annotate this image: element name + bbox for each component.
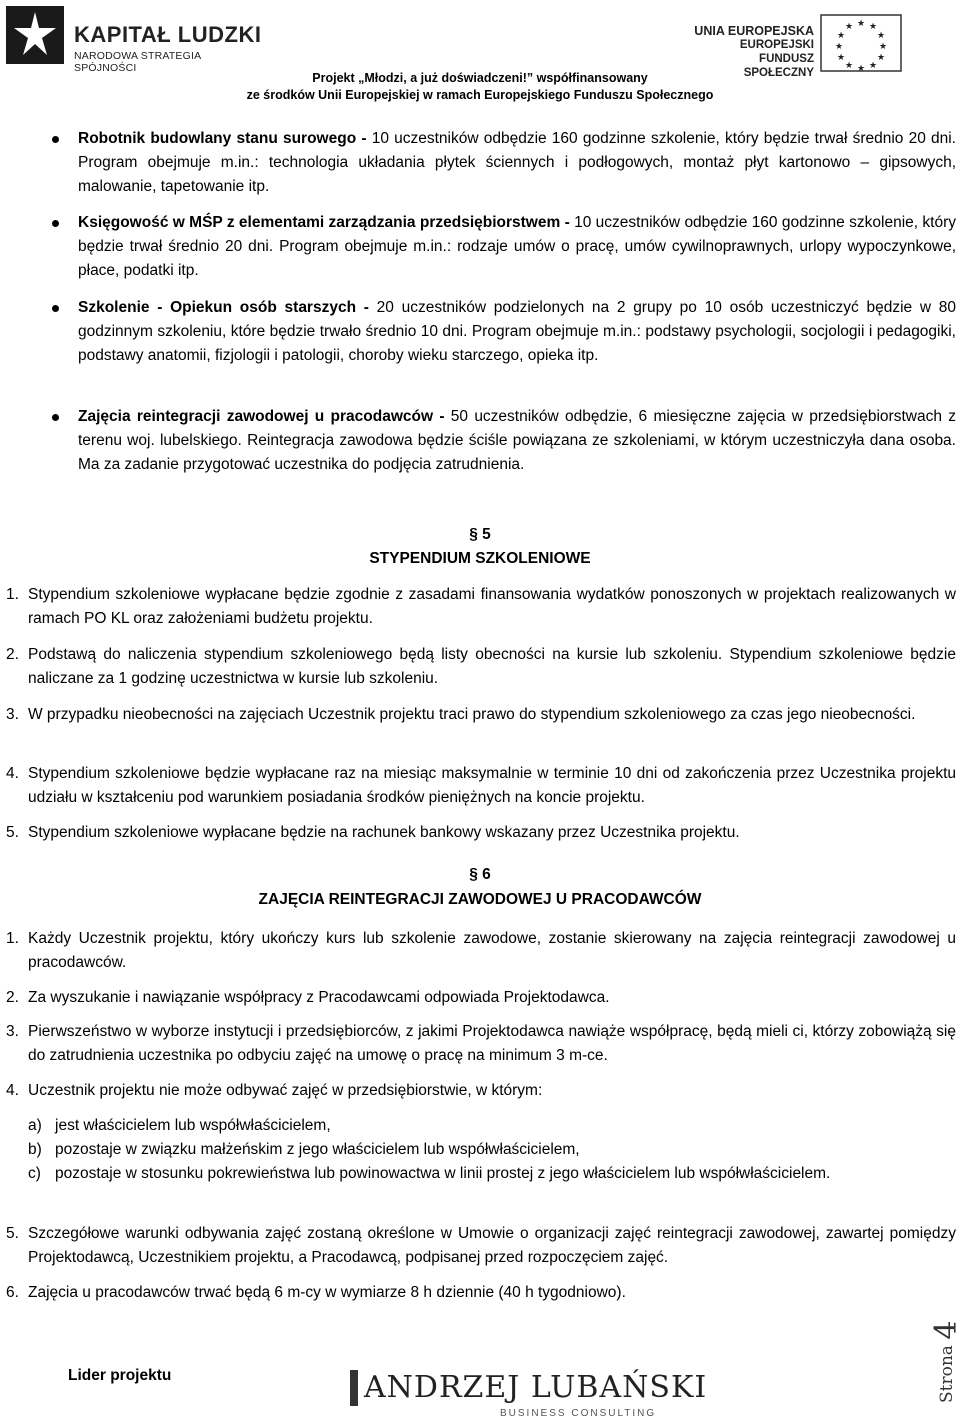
list-text: Uczestnik projektu nie może odbywać zajęć w przedsiębiorstwie, w którym: [28, 1082, 543, 1099]
sub-list-item [28, 1138, 956, 1162]
list-number: 5. [6, 824, 19, 841]
list-number: 2. [6, 989, 19, 1006]
bullet-title: Księgowość w MŚP z elementami zarządzania przedsiębiorstwem - [78, 214, 570, 231]
page-indicator [925, 1313, 964, 1403]
project-line-2: ze środków Unii Europejskiej w ramach Europejskiego Funduszu Społecznego [246, 88, 714, 102]
bullet-icon [52, 220, 59, 227]
svg-text:★: ★ [844, 61, 854, 71]
bullet-item [78, 405, 956, 477]
svg-text:★: ★ [878, 42, 888, 52]
list-number: 5. [6, 1225, 19, 1242]
list-number: 2. [6, 646, 19, 663]
bullet-icon [52, 305, 59, 312]
sub-list-letter: b) [28, 1141, 42, 1158]
bullet-title: Szkolenie - Opiekun osób starszych - [78, 299, 369, 316]
section-6-number: § 6 [469, 866, 491, 883]
page-number: 4 [929, 1320, 964, 1340]
bullet-item [78, 296, 956, 368]
svg-text:★: ★ [834, 42, 844, 52]
page-number-box [916, 1312, 964, 1403]
list-text: Za wyszukanie i nawiązanie współpracy z Pracodawcami odpowiada Projektodawca. [28, 989, 610, 1006]
list-item [6, 986, 956, 1010]
list-number: 4. [6, 1082, 19, 1099]
logo-name: ANDRZEJ LUBAŃSKI [364, 1370, 708, 1405]
sub-list-text: pozostaje w stosunku pokrewieństwa lub powinowactwa w linii prostej z jego właścicielem lub współwłaścicielem. [55, 1165, 831, 1182]
list-number: 6. [6, 1284, 19, 1301]
bullet-title: Robotnik budowlany stanu surowego - [78, 130, 367, 147]
eu-line-3: FUNDUSZ SPOŁECZNY [743, 53, 814, 79]
sub-list-text: jest właścicielem lub współwłaścicielem, [55, 1117, 331, 1134]
list-item [6, 1020, 956, 1068]
list-item [6, 1222, 956, 1270]
list-number: 1. [6, 586, 19, 603]
bullet-item [78, 127, 956, 199]
list-text: Stypendium szkoleniowe będzie wypłacane raz na miesiąc maksymalnie w terminie 10 dni od zakończenia przez Uczestnika projektu udziału w kształceniu pod warunkiem posiadania środków pieniężnych na koncie projektu. [28, 765, 956, 806]
list-text: Stypendium szkoleniowe wypłacane będzie zgodnie z zasadami finansowania wydatków ponoszonych w projektach realizowanych w ramach PO KL oraz założeniami budżetu projektu. [28, 586, 956, 627]
logo-subtitle: BUSINESS CONSULTING [500, 1408, 657, 1419]
svg-text:★: ★ [844, 22, 854, 32]
andrzej-lubanski-logo [350, 1370, 708, 1422]
svg-text:★: ★ [856, 64, 866, 74]
eu-line-2: EUROPEJSKI [739, 39, 814, 51]
bullet-item [78, 211, 956, 283]
list-item [6, 703, 956, 727]
eu-line-1: UNIA EUROPEJSKA [694, 24, 814, 38]
bullet-title: Zajęcia reintegracji zawodowej u pracodawców - [78, 408, 445, 425]
project-line-1: Projekt „Młodzi, a już doświadczeni!” współfinansowany [312, 71, 648, 85]
list-text: Pierwszeństwo w wyborze instytucji i przedsiębiorców, z jakimi Projektodawca nawiąże współpracę, będą mieli ci, którzy zobowiążą się do zatrudnienia uczestnika po odbyciu zajęć na umowę o pracę na minimum 3 m-ce. [28, 1023, 956, 1064]
list-item [6, 643, 956, 691]
bullet-icon [52, 414, 59, 421]
bullet-text: 50 uczestników odbędzie, 6 miesięczne zajęcia w przedsiębiorstwach z terenu woj. lubelskiego. Reintegracja zawodowa będzie ściśle powiązana ze szkoleniami, w którym uczestniczyła dana osoba. Ma za zadanie przygotować uczestnika do podjęcia zatrudnienia. [78, 408, 956, 473]
section-6-title: ZAJĘCIA REINTEGRACJI ZAWODOWEJ U PRACODAWCÓW [258, 891, 702, 908]
svg-text:★: ★ [868, 61, 878, 71]
list-item [6, 821, 956, 845]
list-text: Każdy Uczestnik projektu, który ukończy kurs lub szkolenie zawodowe, zostanie skierowany na zajęcia reintegracji zawodowej u pracodawców. [28, 930, 956, 971]
kapital-ludzki-logo [6, 6, 266, 74]
list-text: Podstawą do naliczenia stypendium szkoleniowego będą listy obecności na kursie lub szkoleniu. Stypendium szkoleniowe będzie naliczane za 1 godzinę uczestnictwa w kursie lub szkoleniu. [28, 646, 956, 687]
bullet-text: 10 uczestników odbędzie 160 godzinne szkolenie, który będzie trwał średnio 20 dni. Program obejmuje m.in.: rodzaje umów o pracę, umów cywilnoprawnych, urlopy wypoczynkowe, płace, podatki itp. [78, 214, 956, 279]
section-5-title: STYPENDIUM SZKOLENIOWE [369, 550, 591, 567]
svg-text:★: ★ [868, 22, 878, 32]
list-item [6, 583, 956, 631]
kapital-ludzki-emblem-icon [6, 6, 64, 64]
list-item [6, 927, 956, 975]
list-item [6, 1079, 956, 1103]
eu-logo [692, 10, 952, 79]
list-item [6, 1281, 956, 1305]
section-5-number: § 5 [469, 526, 491, 543]
list-number: 3. [6, 1023, 19, 1040]
svg-text:★: ★ [836, 53, 846, 63]
svg-text:★: ★ [836, 31, 846, 41]
list-item [6, 762, 956, 810]
svg-text:★: ★ [856, 19, 866, 29]
logo-left-subtitle: NARODOWA STRATEGIA SPÓJNOŚCI [74, 50, 201, 74]
sub-list-letter: a) [28, 1117, 42, 1134]
list-number: 4. [6, 765, 19, 782]
svg-text:★: ★ [876, 31, 886, 41]
list-text: Szczegółowe warunki odbywania zajęć zostaną określone w Umowie o organizacji zajęć reintegracji zawodowej, zawartej pomiędzy Projektodawcą, Uczestnikiem projektu, a Pracodawcą, podpisanej przed rozpoczęciem zajęć. [28, 1225, 956, 1266]
bullet-text: 20 uczestników podzielonych na 2 grupy po 10 osób uczestniczyć będzie w 80 godzinnym szkoleniu, które będzie trwało średnio 10 dni. Program obejmuje m.in.: podstawy psychologii, socjologii i pedagogiki, podstawy anatomii, fizjologii i patologii, choroby wieku starczego, opieka itp. [78, 299, 956, 364]
sub-list-text: pozostaje w związku małżeńskim z jego właścicielem lub współwłaścicielem, [55, 1141, 580, 1158]
sub-list-item [28, 1114, 956, 1138]
lider-label: Lider projektu [68, 1367, 172, 1384]
logo-mark-icon [350, 1370, 358, 1406]
list-text: W przypadku nieobecności na zajęciach Uczestnik projektu traci prawo do stypendium szkoleniowego za czas jego nieobecności. [28, 706, 916, 723]
list-number: 1. [6, 930, 19, 947]
list-text: Stypendium szkoleniowe wypłacane będzie na rachunek bankowy wskazany przez Uczestnika projektu. [28, 824, 740, 841]
sub-list-letter: c) [28, 1165, 41, 1182]
eu-flag-icon [820, 14, 902, 72]
list-text: Zajęcia u pracodawców trwać będą 6 m-cy w wymiarze 8 h dziennie (40 h tygodniowo). [28, 1284, 626, 1301]
sub-list-item [28, 1162, 956, 1186]
bullet-text: 10 uczestników odbędzie 160 godzinne szkolenie, który będzie trwał średnio 20 dni. Program obejmuje m.in.: technologia układania płytek ściennych i podłogowych, montaż płyt kartonowo – gipsowych, malowanie, tapetowanie itp. [78, 130, 956, 195]
svg-text:★: ★ [876, 53, 886, 63]
bullet-icon [52, 136, 59, 143]
page-label: Strona [937, 1345, 957, 1403]
list-number: 3. [6, 706, 19, 723]
logo-left-title: KAPITAŁ LUDZKI [74, 22, 262, 47]
